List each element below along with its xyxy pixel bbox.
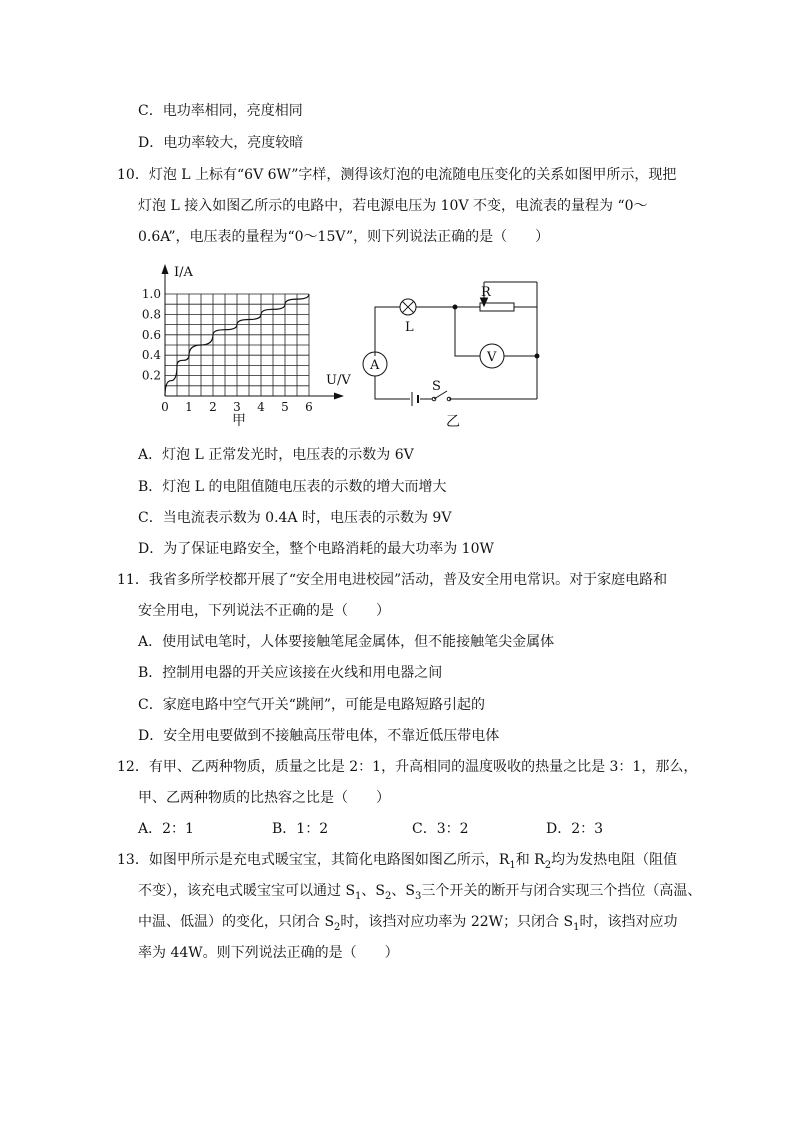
q12-option-d: D．2：3 [546,821,604,837]
wire-left-top [375,307,400,356]
rheostat-label: R [481,285,491,300]
q11-option-a: A．使用试电笔时，人体要接触笔尾金属体，但不能接触笔尖金属体 [138,634,555,650]
q11-option-c: C．家庭电路中空气开关“跳闸”，可能是电路短路引起的 [138,697,486,713]
q10-option-a: A．灯泡 L 正常发光时，电压表的示数为 6V [138,447,414,463]
x-tick-label: 6 [305,400,313,414]
q9-option-d: D．电功率较大，亮度较暗 [138,135,304,151]
q9-option-c: C．电功率相同，亮度相同 [138,103,303,119]
figure-jia-graph [142,264,351,429]
q12-stem-line1: 12．有甲、乙两种物质，质量之比是 2：1，升高相同的温度吸收的热量之比是 3：1，那么， [117,759,698,775]
wire-bottom-left [375,376,410,399]
junction-dot-left [453,305,457,309]
x-tick-label: 0 [161,400,169,414]
y-tick-label: 0.2 [141,368,161,383]
q13-stem-line1: 13．如图甲所示是充电式暖宝宝，其简化电路图如图乙所示，$R_1$和 $R_2$均为发热电阻（阻值 [117,852,678,871]
voltmeter-label: V [487,350,497,365]
q13-stem-line3: 中温、低温）的变化，只闭合 $S_2$时，该挡对应功率为 22W；只闭合 $S_1$时，该挡对应功 [138,914,678,933]
x-axis-arrow [334,393,344,400]
y-axis-arrow [162,264,169,274]
q12-option-c: C．3：2 [412,821,469,837]
y-tick-label: 0.8 [141,307,161,322]
x-tick-label: 3 [233,400,241,414]
y-tick-label: 1.0 [141,287,161,301]
q10-stem-line1: 10．灯泡 L 上标有“6V 6W”字样，测得该灯泡的电流随电压变化的关系如图甲所示，现把 [117,167,677,183]
y-tick-label: 0.6 [141,327,161,342]
q12-stem-line2: 甲、乙两种物质的比热容之比是（ ） [138,790,390,806]
x-tick-label: 5 [281,400,289,414]
q11-stem-line1: 11．我省多所学校都开展了“安全用电进校园”活动，普及安全用电常识。对于家庭电路和 [117,572,668,588]
q10-stem-line2: 灯泡 L 接入如图乙所示的电路中，若电源电压为 10V 不变，电流表的量程为 “0～ [138,198,648,214]
q10-stem-line3: 0.6A”，电压表的量程为“0～15V”，则下列说法正确的是（ ） [138,229,550,245]
x-tick-label: 1 [185,400,193,414]
ammeter-label: A [370,358,380,373]
y-axis-label: I/A [174,265,193,280]
lamp-label: L [405,320,414,335]
q10-option-d: D．为了保证电路安全，整个电路消耗的最大功率为 10W [138,541,494,557]
y-tick-label: 0.4 [141,348,161,363]
q13-stem-line2: 不变），该充电式暖宝宝可以通过 $S_1$、$S_2$、$S_3$三个开关的断开与闭合实现三个挡位（高温、 [138,883,702,902]
switch-label: S [432,379,441,394]
figure-jia-caption: 甲 [232,413,246,429]
q12-option-b: B．1：2 [272,821,329,837]
figure-yi-circuit [363,282,539,406]
q11-stem-line2: 安全用电，下列说法不正确的是（ ） [138,603,390,619]
x-tick-label: 4 [257,400,265,414]
q11-option-b: B．控制用电器的开关应该接在火线和用电器之间 [138,665,443,681]
q10-figures [140,258,560,434]
figure-yi-caption: 乙 [446,414,460,430]
q11-option-d: D．安全用电要做到不接触高压带电体，不靠近低压带电体 [138,728,500,744]
q13-stem-line4: 率为 44W。则下列说法正确的是（ ） [138,945,399,961]
junction-dot-right [535,354,539,358]
x-axis-label: U/V [326,373,351,388]
q10-option-c: C．当电流表示数为 0.4A 时，电压表的示数为 9V [138,510,452,526]
wire-voltmeter-left [455,307,480,356]
q12-option-a: A．2：1 [138,821,194,837]
x-tick-label: 2 [209,400,217,414]
q10-option-b: B．灯泡 L 的电阻值随电压表的示数的增大而增大 [138,479,447,495]
wire-right [514,282,537,399]
